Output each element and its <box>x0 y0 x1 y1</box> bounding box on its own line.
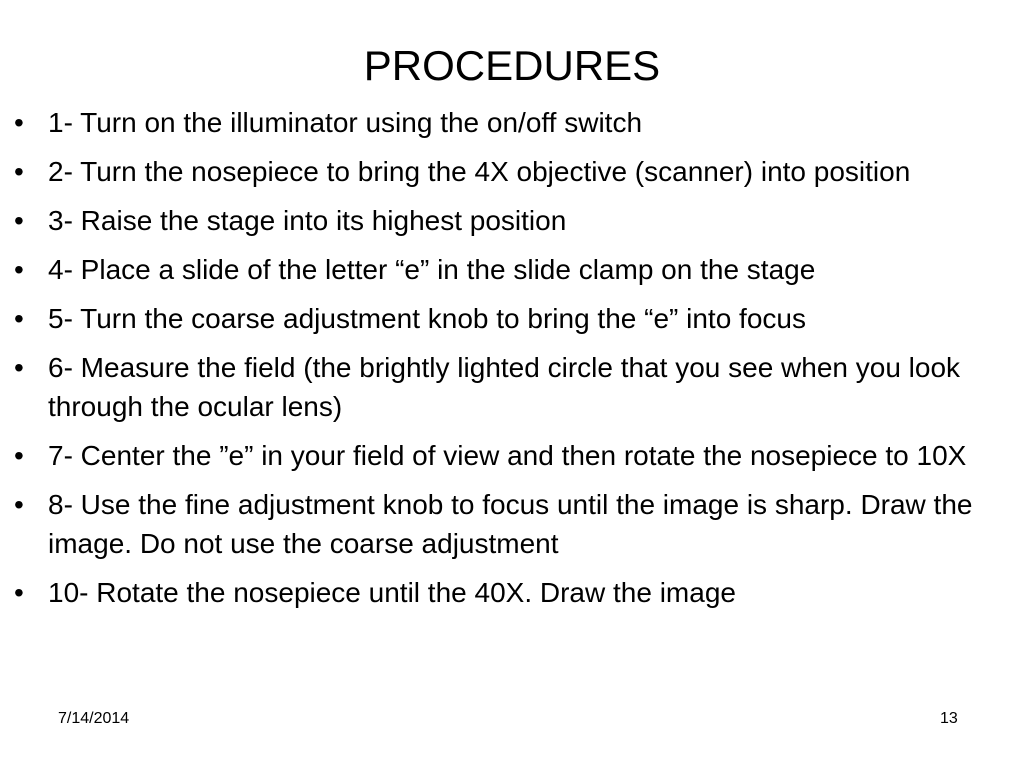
bullet-icon: • <box>14 489 24 520</box>
list-item-text: 2- Turn the nosepiece to bring the 4X objective (scanner) into position <box>48 156 911 187</box>
list-item <box>14 103 1004 142</box>
list-item <box>14 573 1004 612</box>
list-item-text: 6- Measure the field (the brightly lighted circle that you see when you look through the ocular lens) <box>48 352 961 422</box>
page-number: 13 <box>940 710 958 727</box>
bullet-icon: • <box>14 352 24 383</box>
bullet-icon: • <box>14 577 24 608</box>
list-item <box>14 201 1004 240</box>
list-item-text: 1- Turn on the illuminator using the on/off switch <box>48 107 643 138</box>
list-item <box>14 152 1004 191</box>
list-item <box>14 485 1004 563</box>
bullet-icon: • <box>14 254 24 285</box>
procedure-list <box>14 103 1004 622</box>
list-item <box>14 436 1004 475</box>
slide-title: PROCEDURES <box>363 42 661 89</box>
bullet-icon: • <box>14 303 24 334</box>
list-item <box>14 299 1004 338</box>
list-item-text: 3- Raise the stage into its highest position <box>48 205 567 236</box>
bullet-icon: • <box>14 156 24 187</box>
list-item-text: 10- Rotate the nosepiece until the 40X. Draw the image <box>48 577 736 608</box>
list-item <box>14 348 1004 426</box>
bullet-icon: • <box>14 205 24 236</box>
list-item-text: 4- Place a slide of the letter “e” in the slide clamp on the stage <box>48 254 816 285</box>
list-item-text: 7- Center the ”e” in your field of view and then rotate the nosepiece to 10X <box>48 440 967 471</box>
bullet-icon: • <box>14 440 24 471</box>
bullet-icon: • <box>14 107 24 138</box>
list-item <box>14 250 1004 289</box>
list-item-text: 5- Turn the coarse adjustment knob to bring the “e” into focus <box>48 303 806 334</box>
footer-date: 7/14/2014 <box>58 710 130 727</box>
list-item-text: 8- Use the fine adjustment knob to focus until the image is sharp. Draw the image. Do not use the coarse adjustment <box>48 489 973 559</box>
